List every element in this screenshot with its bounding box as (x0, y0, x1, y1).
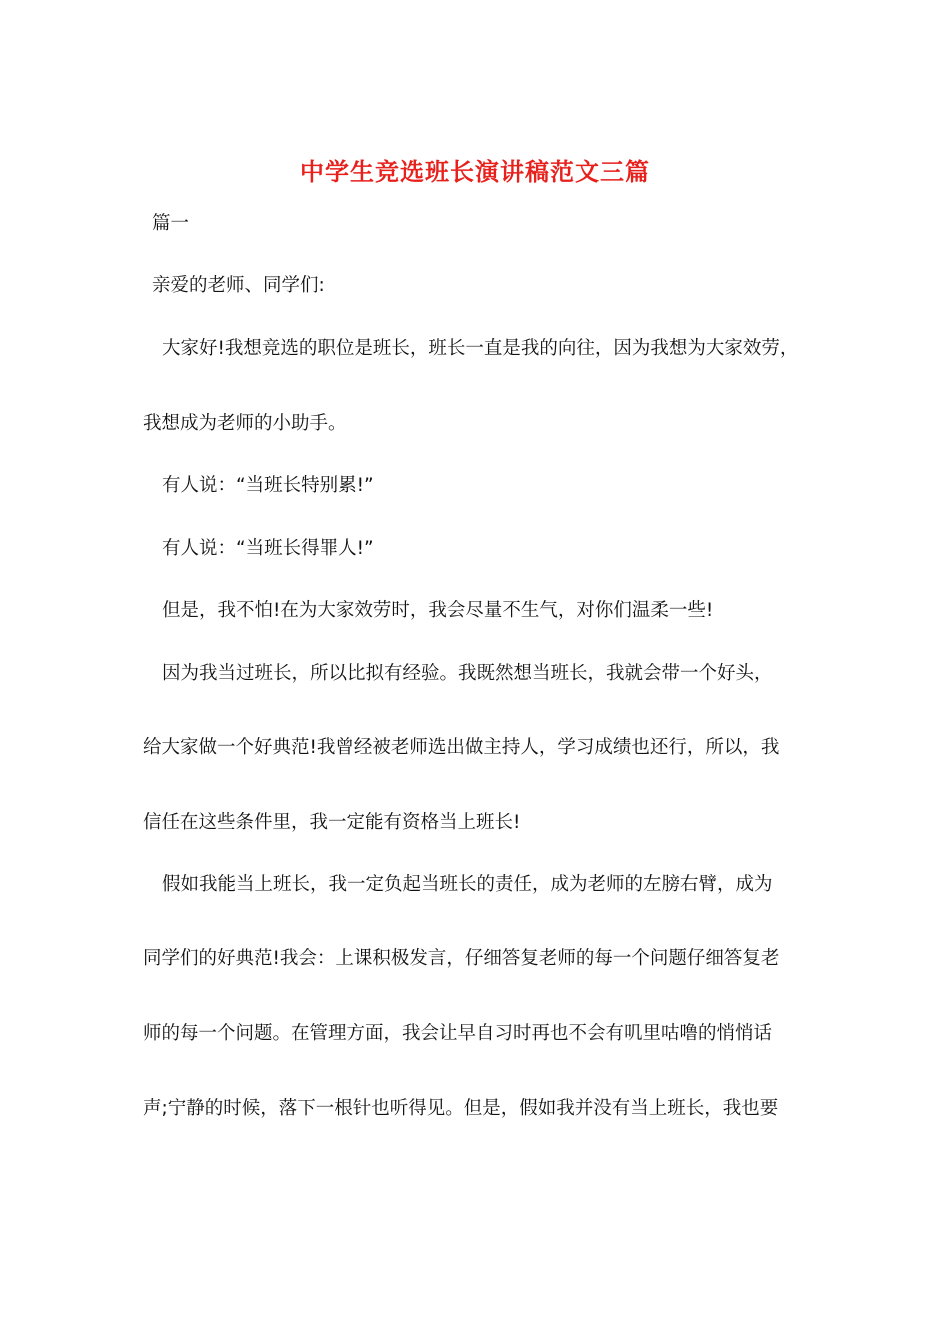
section-heading: 篇一 (152, 213, 190, 234)
paragraph-line: 我想成为老师的小助手。 (143, 413, 347, 434)
salutation: 亲爱的老师、同学们: (152, 275, 325, 296)
paragraph-line: 师的每一个问题。在管理方面，我会让早自习时再也不会有叽里咕噜的悄悄话 (143, 1023, 773, 1044)
paragraph-line: 有人说：“当班长得罪人!” (162, 538, 374, 559)
paragraph-line: 因为我当过班长，所以比拟有经验。我既然想当班长，我就会带一个好头， (162, 663, 773, 684)
paragraph-line: 同学们的好典范!我会：上课积极发言，仔细答复老师的每一个问题仔细答复老 (143, 948, 780, 969)
paragraph-line: 给大家做一个好典范!我曾经被老师选出做主持人，学习成绩也还行，所以，我 (143, 737, 780, 758)
paragraph-line: 但是，我不怕!在为大家效劳时，我会尽量不生气，对你们温柔一些! (162, 600, 714, 621)
paragraph-line: 声;宁静的时候，落下一根针也听得见。但是，假如我并没有当上班长，我也要 (143, 1098, 779, 1119)
document-title: 中学生竞选班长演讲稿范文三篇 (300, 158, 650, 186)
paragraph-line: 有人说：“当班长特别累!” (162, 475, 374, 496)
paragraph-line: 假如我能当上班长，我一定负起当班长的责任，成为老师的左膀右臂，成为 (162, 874, 773, 895)
paragraph-line: 大家好!我想竞选的职位是班长，班长一直是我的向往，因为我想为大家效劳， (162, 338, 799, 359)
paragraph-line: 信任在这些条件里，我一定能有资格当上班长! (143, 812, 521, 833)
